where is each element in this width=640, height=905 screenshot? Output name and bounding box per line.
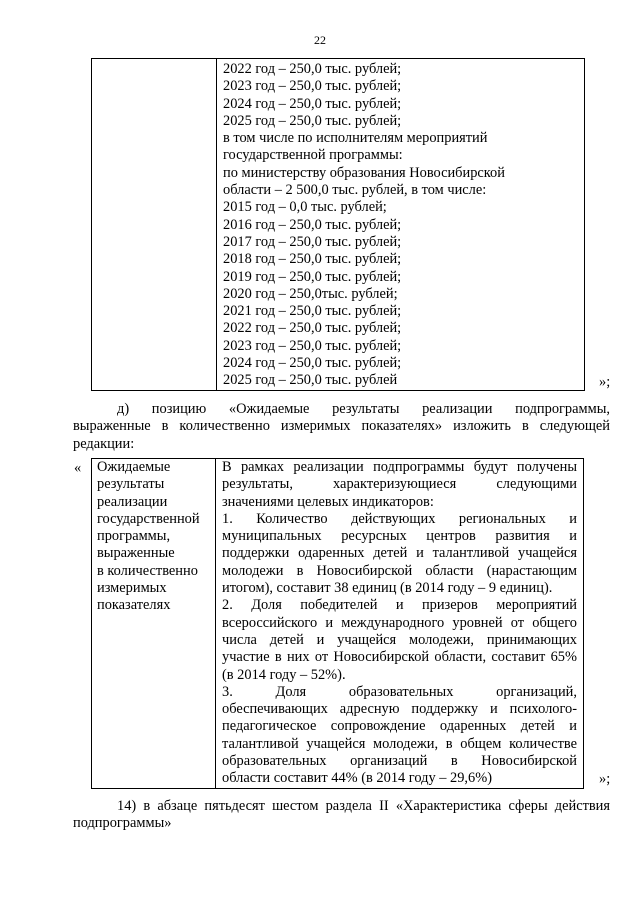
result-line: педагогическое сопровождение одаренных детей и bbox=[222, 718, 577, 735]
paragraph-14 bbox=[73, 798, 610, 833]
funding-line: 2024 год – 250,0 тыс. рублей; bbox=[223, 95, 402, 112]
result-line: участие в них от Новосибирской области, составит 65% bbox=[222, 649, 577, 666]
funding-table bbox=[91, 58, 585, 391]
result-line: итогом), составит 38 единиц (в 2014 году – 9 единиц). bbox=[222, 580, 553, 597]
funding-line: 2017 год – 250,0 тыс. рублей; bbox=[223, 233, 402, 250]
funding-line: 2024 год – 250,0 тыс. рублей; bbox=[223, 355, 402, 372]
paragraph-d-line: д) позицию «Ожидаемые результаты реализации подпрограммы, bbox=[117, 401, 610, 417]
table2-closing-quote: »; bbox=[599, 771, 611, 787]
result-line: В рамках реализации подпрограммы будут получены bbox=[222, 459, 577, 475]
result-line: молодежи в Новосибирской области (нарастающим bbox=[222, 562, 577, 579]
expected-results-value-cell bbox=[216, 459, 584, 789]
result-line: поддержки одаренных детей и талантливой учащейся bbox=[222, 545, 577, 562]
label-line: Ожидаемые bbox=[97, 459, 171, 475]
paragraph-d-line: выраженные в количественно измеримых показателях» изложить в следующей bbox=[73, 418, 610, 435]
result-line: значениями целевых индикаторов: bbox=[222, 493, 434, 510]
result-line: 3. Доля образовательных организаций, bbox=[222, 683, 577, 700]
funding-line: 2023 год – 250,0 тыс. рублей; bbox=[223, 78, 402, 95]
label-line: в количественно bbox=[97, 562, 198, 579]
funding-table-right-cell bbox=[217, 59, 585, 391]
expected-results-table bbox=[91, 458, 584, 789]
funding-line: в том числе по исполнителям мероприятий bbox=[223, 130, 488, 147]
result-line: области составит 44% (в 2014 году – 29,6%) bbox=[222, 770, 492, 787]
label-line: выраженные bbox=[97, 545, 175, 562]
expected-results-label-cell bbox=[92, 459, 216, 789]
funding-line: 2025 год – 250,0 тыс. рублей; bbox=[223, 112, 402, 129]
result-line: 1. Количество действующих региональных и bbox=[222, 510, 577, 527]
funding-line: 2016 год – 250,0 тыс. рублей; bbox=[223, 216, 402, 233]
label-line: реализации bbox=[97, 493, 168, 510]
result-line: образовательных организаций в Новосибирской bbox=[222, 753, 577, 770]
result-line: обеспечивающих адресную поддержку и психолого- bbox=[222, 701, 577, 718]
funding-line: 2018 год – 250,0 тыс. рублей; bbox=[223, 251, 402, 268]
result-line: результаты, характеризующиеся следующими bbox=[222, 476, 577, 493]
funding-line: 2021 год – 250,0 тыс. рублей; bbox=[223, 303, 402, 320]
funding-line: 2022 год – 250,0 тыс. рублей; bbox=[223, 320, 402, 337]
funding-line: области – 2 500,0 тыс. рублей, в том числе: bbox=[223, 182, 487, 199]
table2-opening-quote: « bbox=[74, 460, 82, 476]
label-line: государственной bbox=[97, 510, 200, 527]
paragraph-d-line: редакции: bbox=[73, 435, 135, 452]
funding-table-left-cell bbox=[92, 59, 217, 391]
result-line: 2. Доля победителей и призеров мероприятий bbox=[222, 597, 577, 614]
paragraph-d bbox=[73, 401, 610, 453]
result-line: (в 2014 году – 52%). bbox=[222, 666, 346, 683]
paragraph-14-line: подпрограммы» bbox=[73, 815, 172, 832]
funding-line: 2025 год – 250,0 тыс. рублей bbox=[223, 372, 398, 389]
funding-line: 2019 год – 250,0 тыс. рублей; bbox=[223, 268, 402, 285]
label-line: измеримых bbox=[97, 580, 167, 597]
funding-line: по министерству образования Новосибирской bbox=[223, 164, 505, 181]
table1-closing-quote: »; bbox=[599, 374, 611, 390]
result-line: всероссийского и международного уровней от общего bbox=[222, 614, 577, 631]
funding-line: государственной программы: bbox=[223, 147, 403, 164]
result-line: числа детей и учащейся молодежи, принимающих bbox=[222, 631, 577, 648]
paragraph-14-line: 14) в абзаце пятьдесят шестом раздела II «Характеристика сферы действия bbox=[117, 798, 610, 814]
result-line: талантливой учащейся молодежи, в общем количестве bbox=[222, 735, 577, 752]
funding-line: 2020 год – 250,0тыс. рублей; bbox=[223, 285, 398, 302]
label-line: результаты bbox=[97, 476, 165, 493]
funding-line: 2023 год – 250,0 тыс. рублей; bbox=[223, 337, 402, 354]
page-number: 22 bbox=[314, 33, 326, 47]
result-line: муниципальных ресурсных центров развития и bbox=[222, 528, 577, 545]
label-line: показателях bbox=[97, 597, 171, 614]
funding-line: 2022 год – 250,0 тыс. рублей; bbox=[223, 61, 402, 77]
funding-line: 2015 год – 0,0 тыс. рублей; bbox=[223, 199, 387, 216]
label-line: программы, bbox=[97, 528, 171, 545]
